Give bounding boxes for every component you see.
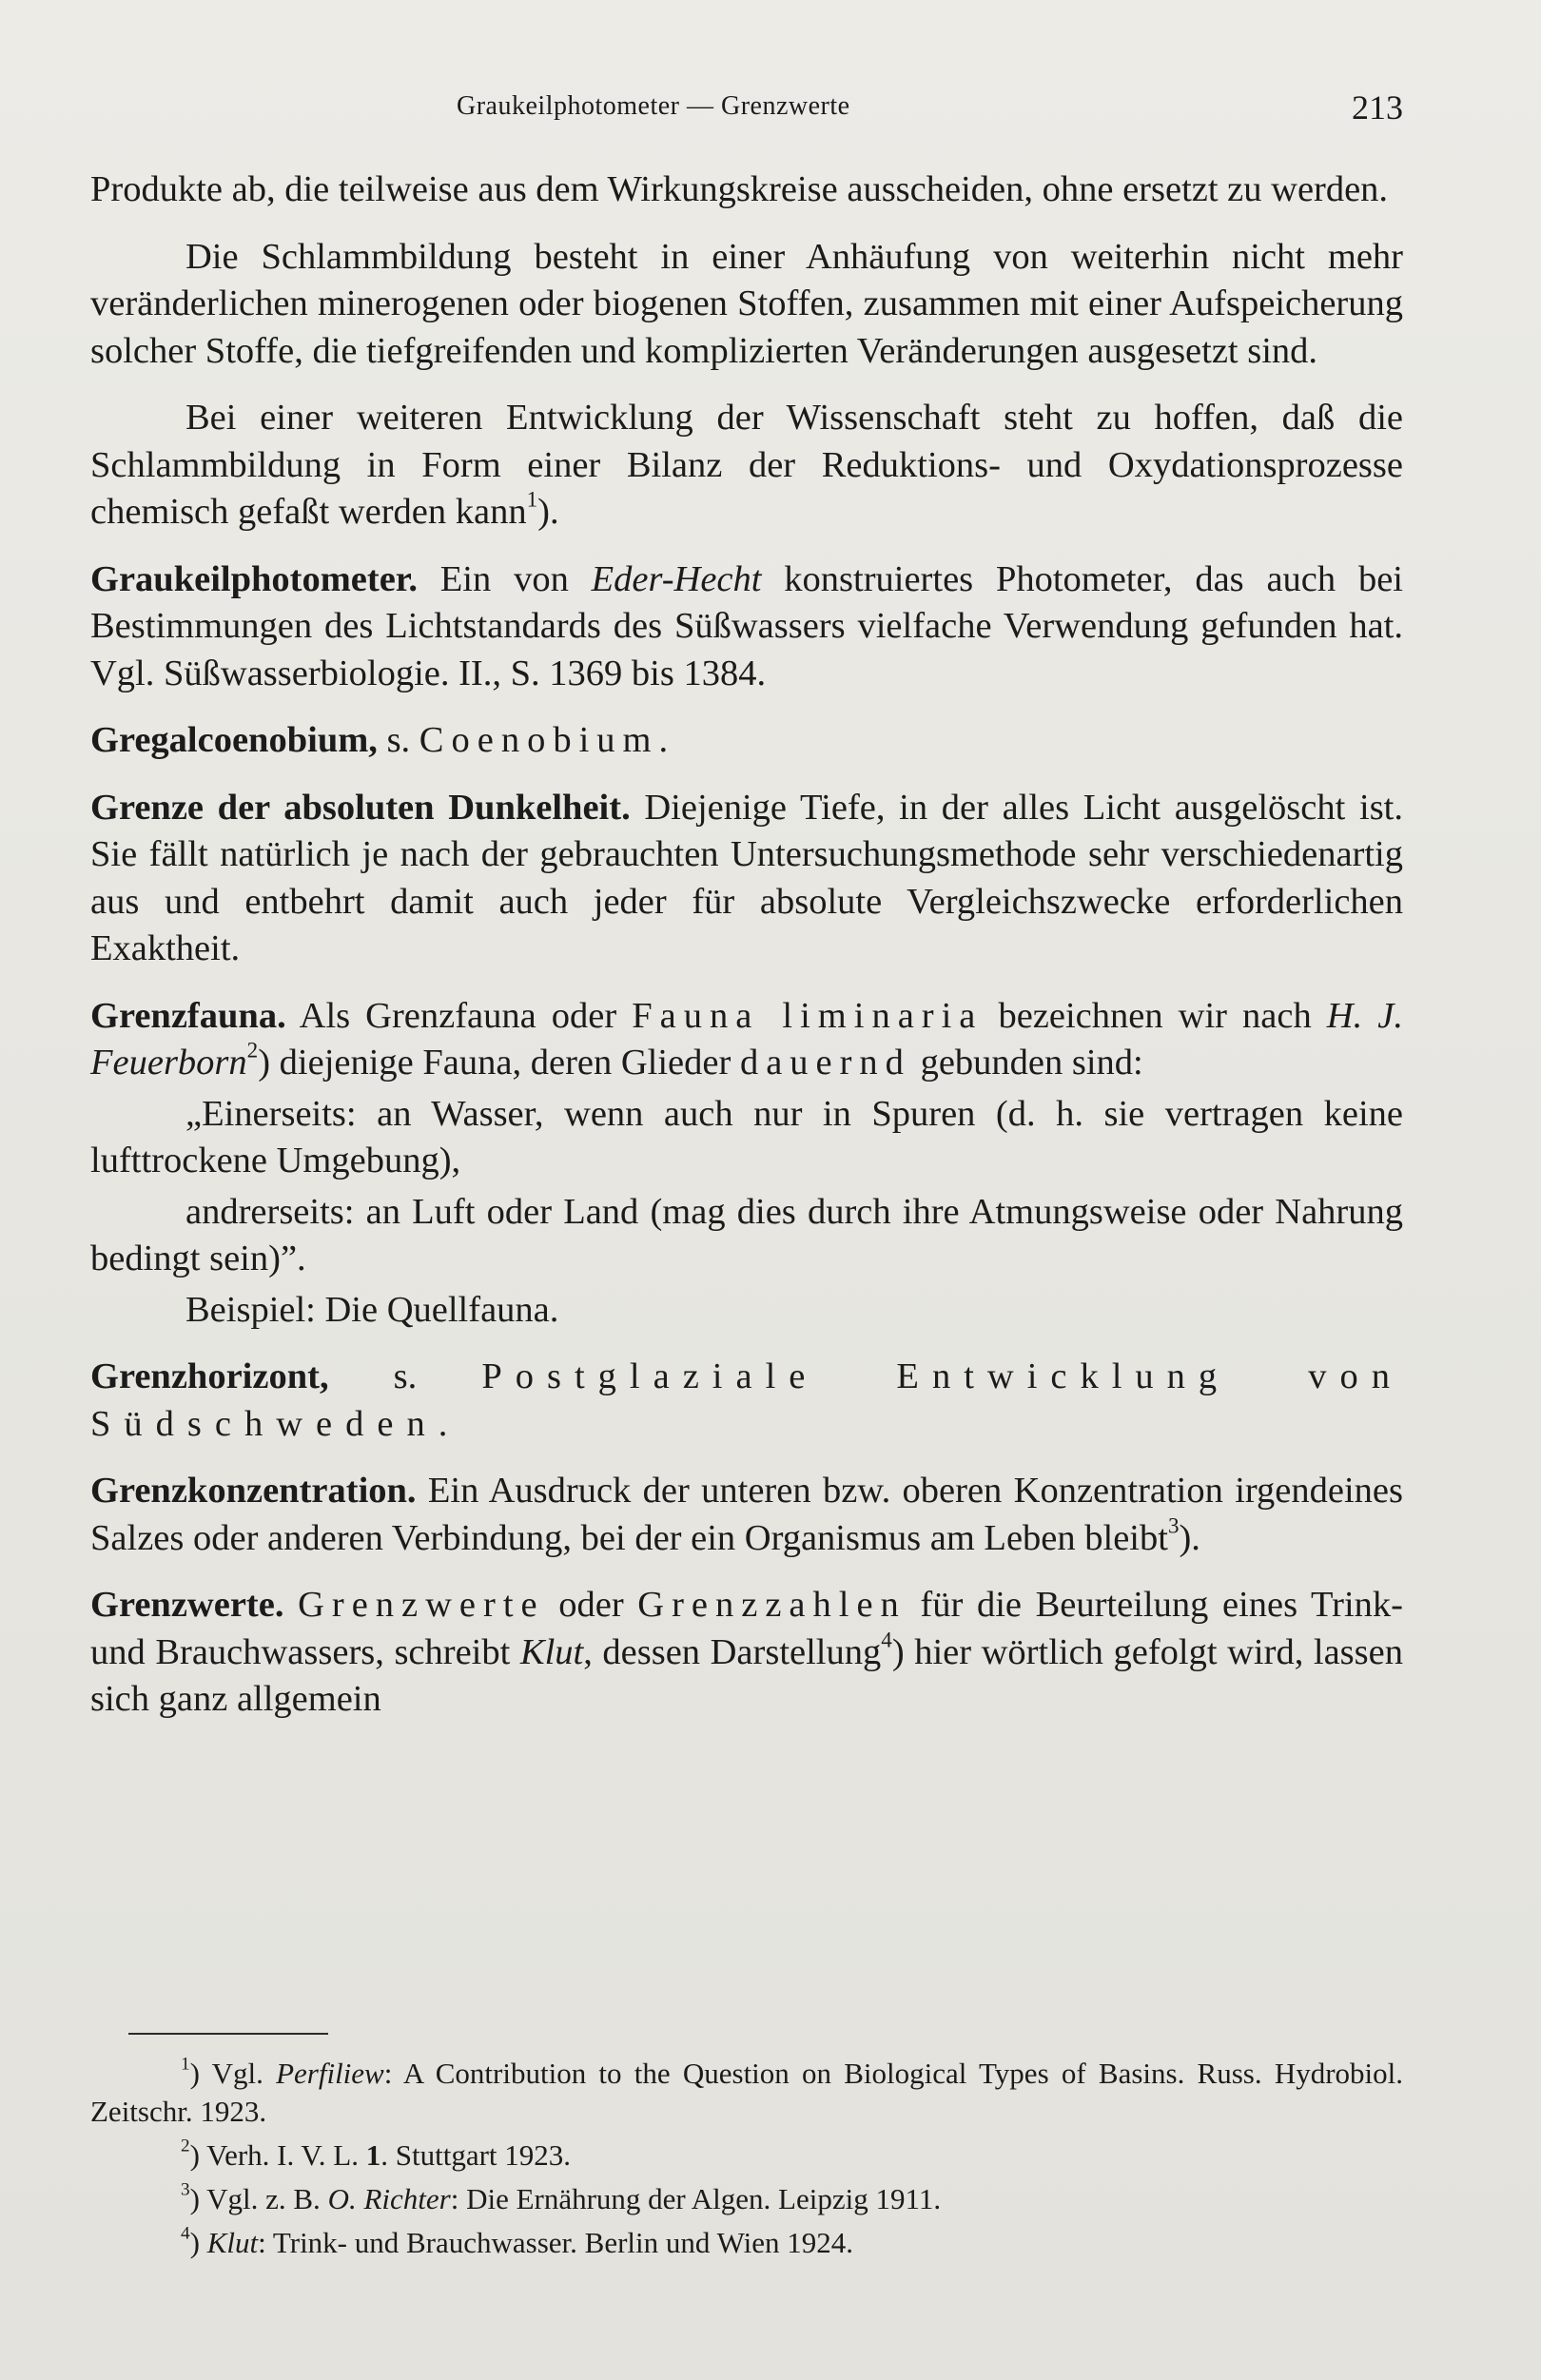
entry-grenzhorizont	[90, 1354, 1403, 1448]
author-name: Eder-Hecht	[591, 558, 762, 599]
running-head	[90, 88, 1403, 129]
entry-term: Grenzwerte.	[90, 1585, 284, 1625]
footnotes	[90, 2055, 1403, 2268]
entry-grenzwerte	[90, 1582, 1403, 1724]
entry-text: konstruiertes Photometer, das auch bei Bestimmungen des Lichtstandards des Süßwassers vielfache Verwendung gefunden hat. Vgl. Süßwasserbiologie. II., S. 1369 bis 1384.	[90, 558, 1403, 693]
entry-text: , dessen Darstellung	[583, 1631, 882, 1672]
paragraph-schlammbildung: Die Schlammbildung besteht in einer Anhäufung von weiterhin nicht mehr veränderlichen minerogenen oder biogenen Stoffen, zusammen mit einer Aufspeicherung solcher Stoffe, die tiefgreifenden und komplizierten Veränderungen ausgesetzt sind.	[90, 236, 1403, 371]
cross-reference: Postglaziale Entwicklung von Südschweden.	[90, 1356, 1403, 1444]
author-name: H. J. Feuerborn	[90, 995, 1403, 1083]
paragraph-continuation: Produkte ab, die teilweise aus dem Wirkungskreise ausscheiden, ohne ersetzt zu werden.	[90, 169, 1389, 209]
entry-text: gebunden sind:	[910, 1043, 1143, 1083]
spaced-term: dauernd	[739, 1043, 911, 1083]
entry-text-end: ).	[1179, 1517, 1200, 1558]
footnote-mark: 3	[181, 2179, 190, 2200]
footnote-ref-1[interactable]: 1	[526, 486, 538, 512]
entry-text: s.	[328, 1356, 482, 1396]
paragraph-bilanz	[90, 395, 1403, 536]
footnote-text: : A Contribution to the Question on Biological Types of Basins. Russ. Hydrobiol. Zeitschr. 1923.	[90, 2057, 1404, 2128]
footnote-3	[90, 2180, 1403, 2218]
footnote-mark: 2	[181, 2136, 190, 2156]
footnote-divider	[128, 2033, 328, 2035]
footnote-pre: ) Vgl.	[189, 2057, 277, 2090]
footnote-author: Perfiliew	[276, 2057, 384, 2090]
entry-gregalcoenobium	[90, 717, 1403, 765]
entry-grenzkonzentration	[90, 1468, 1403, 1562]
footnote-pre: ) Verh. I. V. L.	[189, 2138, 366, 2172]
entry-term: Graukeilphotometer.	[90, 558, 418, 599]
footnote-2	[90, 2136, 1403, 2175]
entry-text: für die Beurteilung eines Trink- und Brauchwassers, schreibt	[90, 1585, 1404, 1672]
footnote-text: : Die Ernährung der Algen. Leipzig 1911.	[450, 2182, 942, 2215]
entry-grenze-dunkelheit	[90, 785, 1403, 973]
entry-grenzfauna	[90, 993, 1403, 1087]
footnote-4	[90, 2224, 1403, 2262]
entry-graukeilphotometer	[90, 556, 1403, 698]
running-title: Graukeilphotometer — Grenzwerte	[457, 91, 850, 121]
entry-term: Grenzfauna.	[90, 995, 286, 1036]
spaced-term: Grenzwerte	[298, 1585, 545, 1625]
page-number: 213	[1352, 88, 1403, 127]
entry-text: Ein von	[417, 558, 592, 599]
entry-term: Gregalcoenobium,	[90, 720, 378, 760]
entry-text: ) hier wörtlich gefolgt wird, lassen sich ganz allgemein	[90, 1631, 1403, 1719]
footnote-pre: ) Vgl. z. B.	[189, 2182, 328, 2215]
footnote-ref-4[interactable]: 4	[881, 1627, 892, 1652]
entry-text: Ein Ausdruck der unteren bzw. oberen Konzentration irgendeines Salzes oder anderen Verbindung, bei der ein Organismus am Leben bleibt	[90, 1471, 1403, 1558]
footnote-author: Klut	[206, 2226, 259, 2259]
entry-text: s.	[377, 720, 419, 760]
entry-text: oder	[544, 1585, 638, 1625]
paragraph-text: Bei einer weiteren Entwicklung der Wissenschaft steht zu hoffen, daß die Schlammbildung in Form einer Bilanz der Reduktions- und Oxydationsprozesse chemisch gefaßt werden kann	[90, 398, 1403, 532]
quote-einerseits: „Einerseits: an Wasser, wenn auch nur in Spuren (d. h. sie vertragen keine lufttrockene Umgebung),	[90, 1093, 1403, 1180]
spaced-term: Fauna liminaria	[632, 995, 984, 1036]
spaced-term: Grenzzahlen	[637, 1585, 907, 1625]
author-name: Klut	[519, 1631, 584, 1672]
example-line: Beispiel: Die Quellfauna.	[185, 1289, 559, 1330]
entry-text: bezeichnen wir nach	[983, 995, 1327, 1036]
entry-term: Grenzhorizont,	[90, 1356, 329, 1396]
entry-text: Als Grenzfauna oder	[285, 995, 633, 1036]
footnote-text: : Trink- und Brauchwasser. Berlin und Wien 1924.	[258, 2226, 853, 2259]
footnote-ref-3[interactable]: 3	[1167, 1512, 1180, 1538]
main-text	[90, 166, 1403, 1744]
footnote-pre: )	[189, 2226, 207, 2259]
footnote-mark: 1	[181, 2054, 190, 2075]
entry-term: Grenzkonzentration.	[90, 1471, 417, 1511]
footnote-text: . Stuttgart 1923.	[380, 2138, 572, 2172]
footnote-ref-2[interactable]: 2	[246, 1037, 259, 1063]
cross-reference: Coenobium.	[419, 720, 676, 760]
entry-text: Diejenige Tiefe, in der alles Licht ausgelöscht ist. Sie fällt natürlich je nach der gebrauchten Untersuchungsmethode sehr verschiedenartig aus und entbehrt damit auch jeder für absolute Vergleichszwecke erforderlichen Exaktheit.	[90, 787, 1403, 968]
entry-text: ) diejenige Fauna, deren Glieder	[258, 1043, 740, 1083]
footnote-volume: 1	[365, 2138, 381, 2172]
entry-term: Grenze der absoluten Dunkelheit.	[90, 787, 631, 828]
footnote-mark: 4	[181, 2223, 190, 2244]
quote-andrerseits: andrerseits: an Luft oder Land (mag dies durch ihre Atmungsweise oder Nahrung bedingt sein)”.	[90, 1191, 1403, 1278]
paragraph-text-end: ).	[537, 492, 559, 532]
footnote-author: O. Richter	[327, 2182, 451, 2215]
footnote-1	[90, 2055, 1403, 2131]
